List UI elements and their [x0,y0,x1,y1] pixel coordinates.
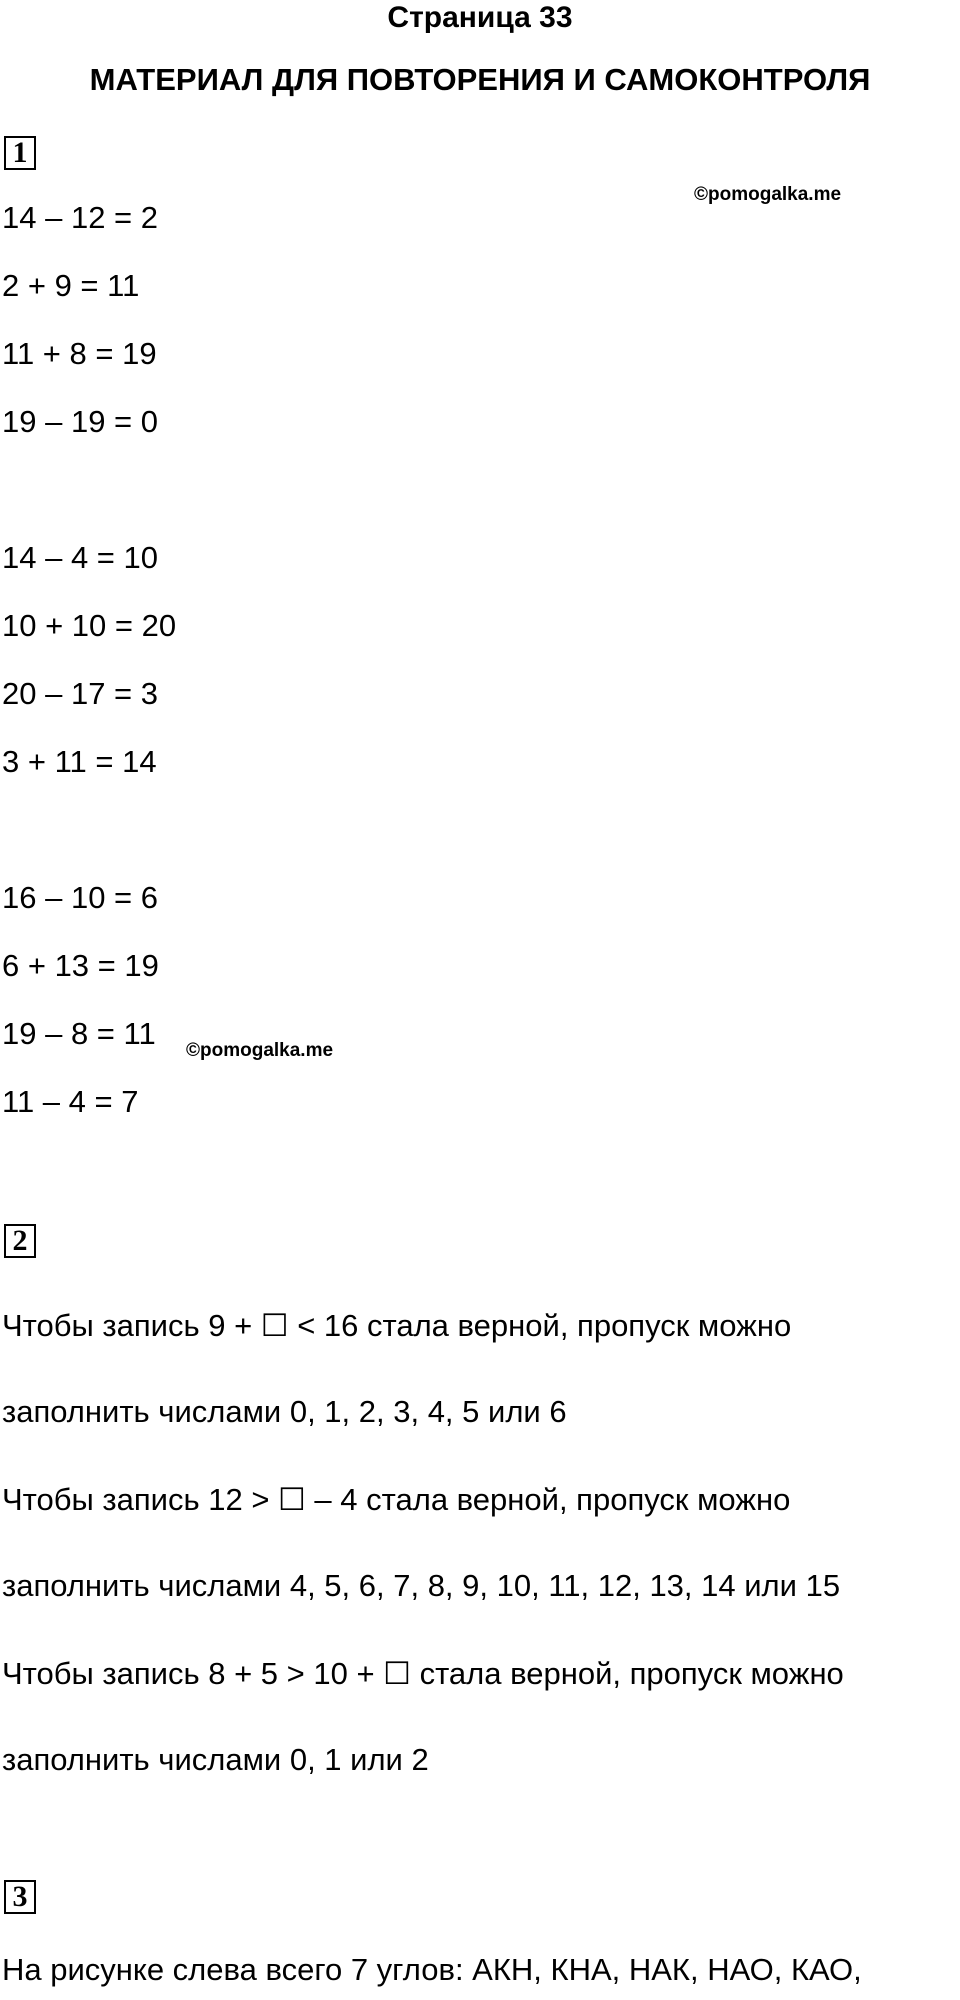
equation-line: 11 – 4 = 7 [2,1084,139,1119]
equation-line: 19 – 8 = 11 [2,1016,156,1051]
watermark: ©pomogalka.me [186,1040,334,1061]
task-3-number-box: 3 [4,1880,36,1914]
equation-line: 2 + 9 = 11 [2,268,140,303]
watermark: ©pomogalka.me [694,184,842,205]
task-1-number-box: 1 [4,136,36,170]
equation-line: 20 – 17 = 3 [2,676,158,711]
task-2-number-box: 2 [4,1224,36,1258]
answer-line: заполнить числами 4, 5, 6, 7, 8, 9, 10, 11, 12, 13, 14 или 15 [2,1568,841,1603]
section-heading: МАТЕРИАЛ ДЛЯ ПОВТОРЕНИЯ И САМОКОНТРОЛЯ [89,62,871,97]
page-title: Страница 33 [387,1,573,34]
equation-line: 6 + 13 = 19 [2,948,159,983]
equation-line: 10 + 10 = 20 [2,608,177,643]
answer-line: Чтобы запись 9 + ☐ < 16 стала верной, пропуск можно [2,1308,792,1343]
answer-line: На рисунке слева всего 7 углов: АКН, КНА, НАК, НАО, КАО, [2,1952,862,1987]
equation-line: 16 – 10 = 6 [2,880,158,915]
equation-line: 14 – 12 = 2 [2,200,158,235]
answer-line: Чтобы запись 12 > ☐ – 4 стала верной, пропуск можно [2,1482,791,1517]
answer-line: заполнить числами 0, 1, 2, 3, 4, 5 или 6 [2,1394,567,1429]
answer-line: заполнить числами 0, 1 или 2 [2,1742,429,1777]
equation-line: 11 + 8 = 19 [2,336,157,371]
equation-line: 3 + 11 = 14 [2,744,157,779]
equation-line: 14 – 4 = 10 [2,540,158,575]
equation-line: 19 – 19 = 0 [2,404,158,439]
answer-line: Чтобы запись 8 + 5 > 10 + ☐ стала верной, пропуск можно [2,1656,844,1691]
